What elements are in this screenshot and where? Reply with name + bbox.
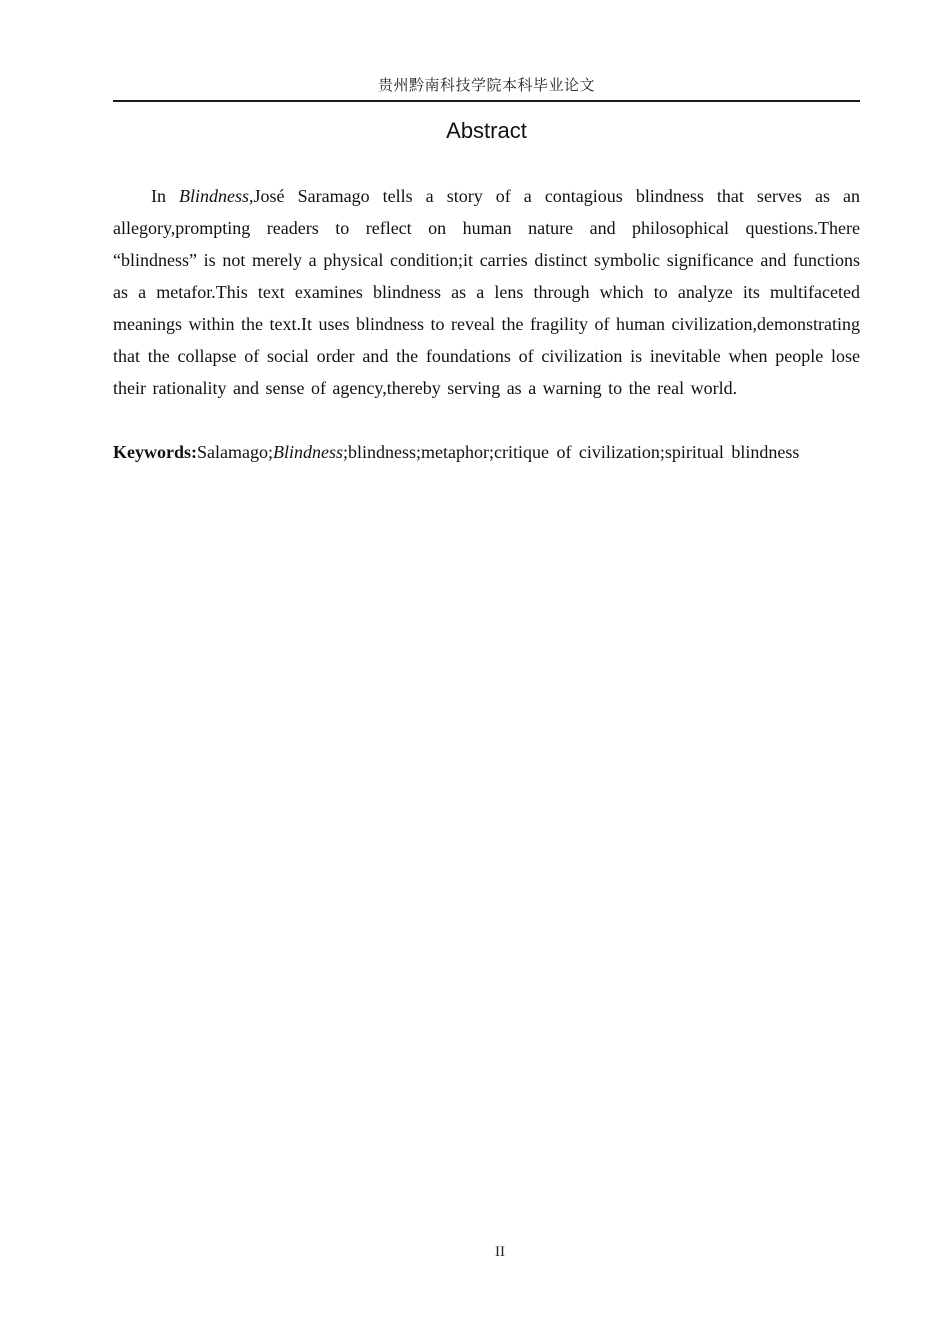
book-title-italic: Blindness <box>179 186 250 206</box>
keywords-label: Keywords: <box>113 442 197 462</box>
keyword-first: Salamago; <box>197 442 273 462</box>
keyword-italic: Blindness <box>272 442 343 462</box>
abstract-text: ,José Saramago tells a story of a contagious blindness that serves as an allegory,prompting readers to reflect on human nature and philosophical questions.There “blindness” is not merely a physical condition;it carries distinct symbolic significance and functions as a metafor.This text examines blindness as a lens through which to analyze its multifaceted meanings within the text.It uses blindness to reveal the fragility of human civilization,demonstrating that the collapse of social order and the foundations of civilization is inevitable when people lose their rationality and sense of agency,thereby serving as a warning to the real world. <box>113 186 860 398</box>
header-rule <box>113 100 860 102</box>
running-header: 贵州黔南科技学院本科毕业论文 <box>377 78 595 94</box>
abstract-paragraph <box>113 180 860 404</box>
abstract-intro: In <box>151 186 180 206</box>
abstract-heading: Abstract <box>446 118 527 143</box>
keywords-line <box>113 436 860 468</box>
keywords-rest: ;blindness;metaphor;critique of civilization;spiritual blindness <box>342 442 800 462</box>
page-number: II <box>495 1244 505 1260</box>
